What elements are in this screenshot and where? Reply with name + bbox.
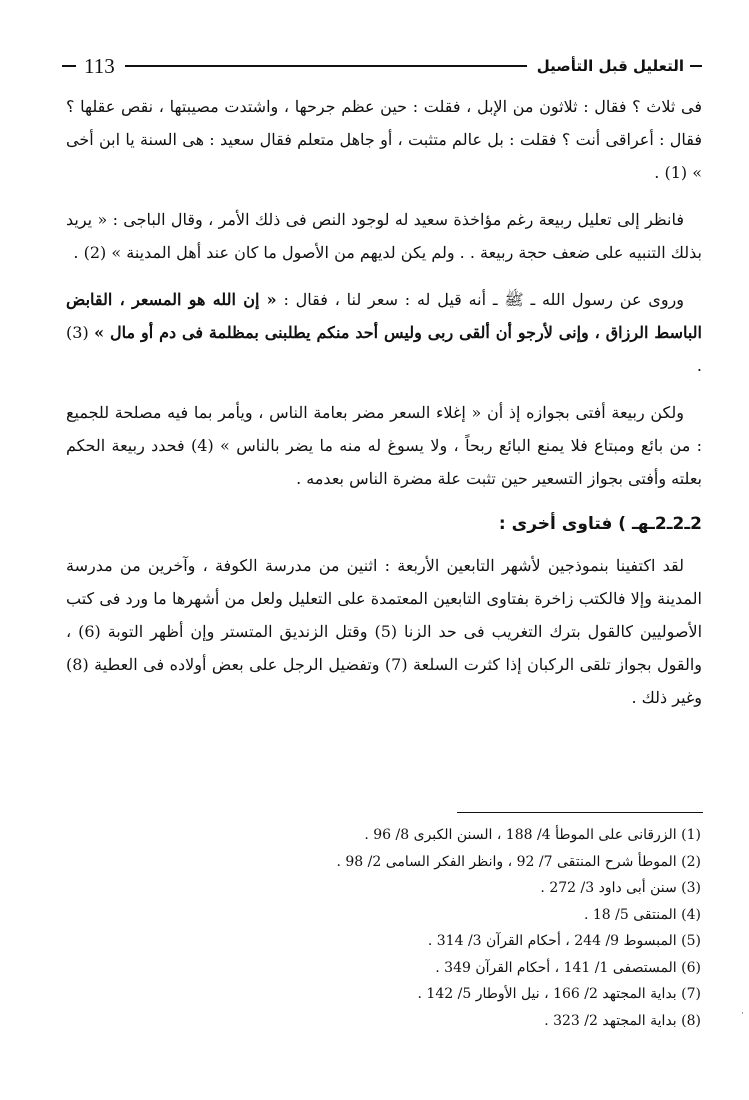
header-dash-left: [62, 65, 76, 67]
running-header: [62, 48, 702, 84]
page-number: 113: [84, 53, 115, 78]
footnote-6: (6) المستصفى 1/ 141 ، أحكام القرآن 349 .: [435, 959, 701, 976]
paragraph-4-text: ولكن ربيعة أفتى بجوازه إذ أن « إغلاء السعر مضر بعامة الناس ، ويأمر بما فيه مصلحة للجميع : من بائع ومبتاع فلا يمنع البائع ربحاً ، ولا يسوغ له منه ما يضر بالناس » (4) فحدد ربيعة الحكم بعلته وأفتى بجواز التسعير حين تثبت علة مضرة الناس بعدمه .: [66, 403, 703, 488]
paragraph-2-text: فانظر إلى تعليل ربيعة رغم مؤاخذة سعيد له لوجود النص فى ذلك الأمر ، وقال الباجى : « يريد بذلك التنبيه على ضعف حجة ربيعة . . ولم يكن لديهم من الأصول ما كان عند أهل المدينة » (2) .: [66, 210, 702, 262]
header-dash-right: [690, 65, 702, 67]
footnote-8: (8) بداية المجتهد 2/ 323 .: [544, 1012, 701, 1029]
paragraph-3-lead: وروى عن رسول الله ـ ﷺ ـ أنه قيل له : سعر لنا ، فقال :: [276, 290, 684, 309]
paragraph-4: [66, 396, 702, 495]
footnote-5: (5) المبسوط 9/ 244 ، أحكام القرآن 3/ 314 .: [427, 933, 701, 949]
footnote-1: (1) الزرقانى على الموطأ 4/ 188 ، السنن الكبرى 8/ 96 .: [364, 827, 701, 843]
header-rule: [125, 65, 527, 67]
margin-speck: ˙: [740, 1012, 745, 1023]
paragraph-3: [66, 283, 702, 382]
paragraph-2: [66, 203, 702, 269]
footnotes-list: [101, 822, 701, 1034]
running-title: التعليل قبل التأصيل: [536, 57, 684, 75]
paragraph-1: فى ثلاث ؟ فقال : ثلاثون من الإبل ، فقلت : حين عظم جرحها ، واشتدت مصيبتها ، نقص عقلها ؟ فقال : أعراقى أنت ؟ فقلت : بل عالم متثبت ، أو جاهل متعلم فقال سعيد : هى السنة يا ابن أخى » (1) .: [66, 97, 702, 182]
hadith-quote: « إن الله هو المسعر ، القابض الباسط الرزاق ، وإنى لأرجو أن ألقى ربى وليس أحد منكم يطلبنى بمظلمة فى دم أو مال »: [66, 290, 702, 342]
main-text: [66, 90, 702, 728]
section-heading: 2ـ2ـ2ـهـ ) فتاوى أخرى :: [498, 514, 702, 534]
paragraph-5-text: لقد اكتفينا بنموذجين لأشهر التابعين الأربعة : اثنين من مدرسة الكوفة ، وآخرين من مدرسة المدينة وإلا فالكتب زاخرة بفتاوى التابعين المعتمدة على التعليل ولعل من أشهرها ما ورد فى كتب الأصوليين كالقول بترك التغريب فى حد الزنا (5) وقتل الزنديق المتستر وإن أظهر التوبة (6) ، والقول بجواز تلقى الركبان إذا كثرت السلعة (7) وتفضيل الرجل على بعض أولاده فى العطية (8) وغير ذلك .: [66, 556, 703, 707]
footnote-2: (2) الموطأ شرح المنتقى 7/ 92 ، وانظر الفكر السامى 2/ 98 .: [336, 853, 701, 870]
paragraph-5: [66, 549, 702, 714]
footnote-7: (7) بداية المجتهد 2/ 166 ، نيل الأوطار 5/ 142 .: [417, 986, 701, 1002]
footnote-separator: [457, 812, 703, 813]
paragraph-3-tail: (3) .: [66, 323, 702, 375]
footnote-4: (4) المنتقى 5/ 18 .: [583, 906, 701, 923]
footnote-3: (3) سنن أبى داود 3/ 272 .: [540, 880, 701, 896]
